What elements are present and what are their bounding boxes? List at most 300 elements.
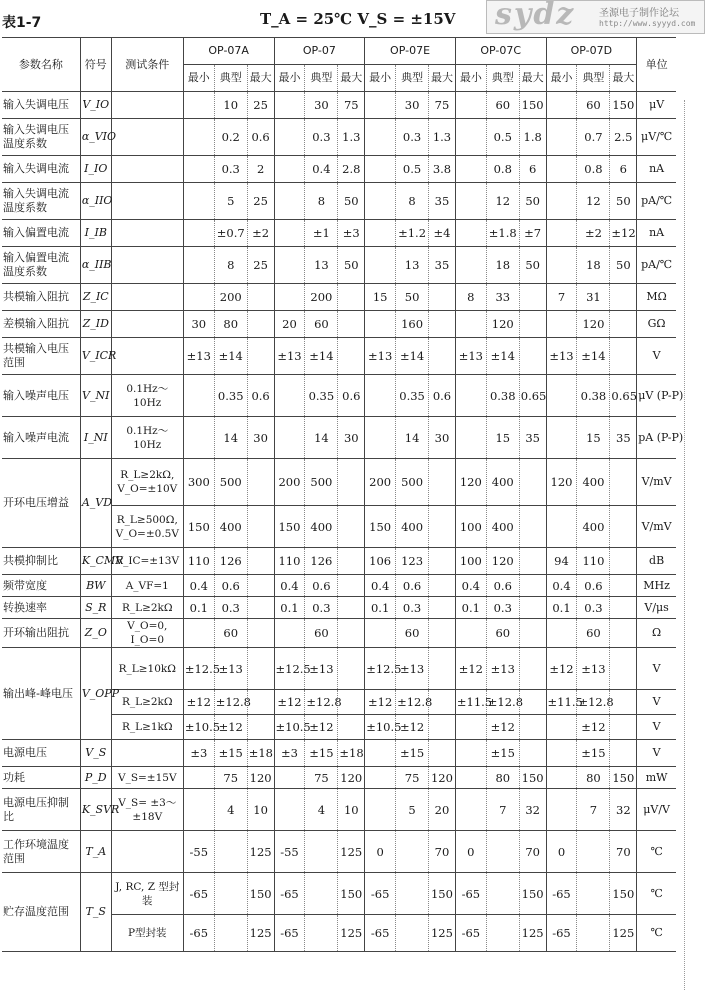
value-cell: ±13 [274,338,305,375]
value-cell: 5 [396,789,429,831]
value-cell: ±12 [546,648,577,690]
param-symbol: Z_ID [80,311,111,338]
unit-cell: μV/℃ [637,119,676,156]
value-cell: 20 [274,311,305,338]
value-cell [610,690,637,715]
value-cell: 35 [429,247,456,284]
value-cell: ±10.5 [274,715,305,740]
value-cell [338,575,365,597]
value-cell: 0.6 [486,575,519,597]
value-cell [429,619,456,648]
value-cell: ±3 [338,220,365,247]
value-cell [338,459,365,506]
value-cell: 3.8 [429,156,456,183]
value-cell: ±12 [396,715,429,740]
value-cell [610,506,637,548]
subheader-min: 最小 [274,65,305,92]
param-name: 电源电压 [2,740,80,767]
value-cell: 120 [486,548,519,575]
value-cell [247,459,274,506]
value-cell: 50 [610,183,637,220]
value-cell: 0.65 [610,375,637,417]
value-cell: 120 [429,767,456,789]
value-cell: ±12.5 [183,648,214,690]
param-symbol: I_IO [80,156,111,183]
param-symbol: P_D [80,767,111,789]
table-row [2,375,676,417]
value-cell: 0.8 [486,156,519,183]
value-cell: 125 [429,915,456,952]
value-cell: 15 [577,417,610,459]
value-cell: ±10.5 [183,715,214,740]
value-cell [338,715,365,740]
value-cell [455,619,486,648]
value-cell: 110 [274,548,305,575]
value-cell [519,284,546,311]
value-cell: 0.6 [305,575,338,597]
param-symbol: V_OPP [80,648,111,740]
unit-cell: V [637,690,676,715]
value-cell: 0.6 [247,375,274,417]
value-cell: 30 [247,417,274,459]
value-cell: 14 [396,417,429,459]
value-cell [519,548,546,575]
value-cell [455,767,486,789]
value-cell: 125 [519,915,546,952]
subheader-typ: 典型 [577,65,610,92]
table-row [2,220,676,247]
value-cell [274,247,305,284]
value-cell [338,284,365,311]
value-cell [429,548,456,575]
value-cell [247,597,274,619]
value-cell: -65 [365,873,396,915]
value-cell: 0.35 [214,375,247,417]
value-cell: 200 [274,459,305,506]
value-cell: 0.1 [365,597,396,619]
table-row [2,575,676,597]
value-cell [486,831,519,873]
value-cell [577,831,610,873]
unit-cell: MΩ [637,284,676,311]
value-cell [365,183,396,220]
value-cell: 14 [305,417,338,459]
value-cell: 0 [365,831,396,873]
value-cell [338,690,365,715]
unit-cell: GΩ [637,311,676,338]
value-cell: 0.3 [486,597,519,619]
value-cell: ±13 [365,338,396,375]
value-cell: -65 [274,915,305,952]
value-cell: 7 [546,284,577,311]
param-name: 输入噪声电压 [2,375,80,417]
value-cell: ±14 [214,338,247,375]
value-cell: 150 [610,767,637,789]
table-row [2,648,676,690]
value-cell: 150 [519,767,546,789]
value-cell: ±12.5 [365,648,396,690]
param-name: 开环输出阻抗 [2,619,80,648]
value-cell [546,789,577,831]
value-cell: 20 [429,789,456,831]
value-cell: 30 [396,92,429,119]
value-cell [519,619,546,648]
value-cell: 125 [610,915,637,952]
table-row [2,459,676,506]
param-symbol: α_VIO [80,119,111,156]
value-cell: 50 [338,247,365,284]
unit-cell: ℃ [637,873,676,915]
value-cell: 70 [610,831,637,873]
value-cell: 0.3 [214,597,247,619]
value-cell [546,767,577,789]
value-cell: ±18 [338,740,365,767]
param-name: 差模输入阻抗 [2,311,80,338]
value-cell [274,183,305,220]
value-cell [247,311,274,338]
value-cell [183,375,214,417]
value-cell [519,597,546,619]
value-cell: ±12 [486,715,519,740]
value-cell: 75 [429,92,456,119]
param-name: 频带宽度 [2,575,80,597]
value-cell [429,575,456,597]
value-cell: 18 [577,247,610,284]
value-cell: 0.5 [396,156,429,183]
test-condition: J, RC, Z 型封装 [111,873,183,915]
watermark-logo: sydz [495,0,576,32]
value-cell: 7 [486,789,519,831]
value-cell [486,915,519,952]
header-group-op07d: OP-07D [546,38,637,65]
table-row [2,597,676,619]
value-cell [610,619,637,648]
value-cell: ±14 [305,338,338,375]
value-cell: 500 [305,459,338,506]
value-cell: 0.1 [274,597,305,619]
value-cell [274,619,305,648]
value-cell: 50 [519,183,546,220]
value-cell [519,690,546,715]
value-cell [610,338,637,375]
value-cell: ±12 [274,690,305,715]
value-cell: 8 [396,183,429,220]
unit-cell: ℃ [637,915,676,952]
value-cell [274,119,305,156]
value-cell: 150 [247,873,274,915]
subheader-max: 最大 [429,65,456,92]
test-condition: 0.1Hz～10Hz [111,375,183,417]
param-symbol: V_IO [80,92,111,119]
value-cell [546,417,577,459]
test-condition [111,247,183,284]
param-symbol: T_A [80,831,111,873]
test-condition: V_S=±15V [111,767,183,789]
test-condition [111,220,183,247]
table-row [2,873,676,915]
value-cell: 75 [305,767,338,789]
value-cell [365,740,396,767]
value-cell [455,375,486,417]
value-cell: 94 [546,548,577,575]
unit-cell: V/mV [637,459,676,506]
value-cell [247,648,274,690]
value-cell: 100 [455,548,486,575]
value-cell [546,715,577,740]
value-cell [247,690,274,715]
subheader-min: 最小 [183,65,214,92]
value-cell [183,92,214,119]
value-cell: -65 [546,915,577,952]
value-cell: 110 [183,548,214,575]
subheader-typ: 典型 [214,65,247,92]
value-cell [455,156,486,183]
value-cell [455,740,486,767]
value-cell: 400 [577,459,610,506]
unit-cell: μV [637,92,676,119]
value-cell: ±1.8 [486,220,519,247]
value-cell [455,311,486,338]
value-cell: 200 [305,284,338,311]
value-cell [455,183,486,220]
value-cell: 400 [305,506,338,548]
page-edge-line [684,100,686,990]
value-cell: 125 [338,915,365,952]
subheader-max: 最大 [338,65,365,92]
param-symbol: α_IIB [80,247,111,284]
table-row [2,789,676,831]
value-cell: 0.6 [247,119,274,156]
value-cell [247,619,274,648]
value-cell [519,311,546,338]
test-condition: V_S= ±3～±18V [111,789,183,831]
value-cell: 0.4 [274,575,305,597]
value-cell [546,119,577,156]
value-cell: ±3 [183,740,214,767]
value-cell [247,715,274,740]
value-cell [546,740,577,767]
value-cell [610,311,637,338]
value-cell [247,548,274,575]
value-cell [610,575,637,597]
value-cell [247,506,274,548]
value-cell: ±15 [396,740,429,767]
header-test: 测试条件 [111,38,183,92]
value-cell: 60 [577,92,610,119]
value-cell: 150 [365,506,396,548]
unit-cell: mW [637,767,676,789]
value-cell [365,220,396,247]
value-cell: ±10.5 [365,715,396,740]
value-cell [577,873,610,915]
value-cell: ±12 [610,220,637,247]
subheader-max: 最大 [247,65,274,92]
value-cell [519,506,546,548]
param-name: 共模输入电压范围 [2,338,80,375]
param-name: 输入噪声电流 [2,417,80,459]
value-cell: 60 [396,619,429,648]
value-cell: -65 [274,873,305,915]
value-cell: -65 [455,873,486,915]
value-cell: 0.38 [577,375,610,417]
watermark-site-name: 圣源电子制作论坛 [599,8,679,19]
value-cell [365,417,396,459]
unit-cell: pA/℃ [637,247,676,284]
value-cell [183,417,214,459]
value-cell: 1.3 [429,119,456,156]
value-cell: 0.6 [429,375,456,417]
value-cell [577,915,610,952]
value-cell: -55 [274,831,305,873]
value-cell: ±14 [396,338,429,375]
value-cell [455,92,486,119]
param-symbol: A_VD [80,459,111,548]
value-cell [429,690,456,715]
value-cell: -65 [546,873,577,915]
table-row [2,284,676,311]
value-cell: ±18 [247,740,274,767]
value-cell [274,767,305,789]
table-row [2,338,676,375]
test-condition [111,311,183,338]
value-cell: ±3 [274,740,305,767]
test-condition [111,183,183,220]
value-cell: -65 [455,915,486,952]
value-cell [365,119,396,156]
test-condition: 0.1Hz～10Hz [111,417,183,459]
param-name: 输入失调电流 [2,156,80,183]
value-cell: 30 [305,92,338,119]
test-condition: R_L≥2kΩ [111,597,183,619]
value-cell [183,619,214,648]
value-cell: ±11.5 [546,690,577,715]
value-cell: ±4 [429,220,456,247]
value-cell: 4 [305,789,338,831]
value-cell: 14 [214,417,247,459]
value-cell: 25 [247,183,274,220]
param-name: 输出峰-峰电压 [2,648,80,740]
value-cell [274,375,305,417]
value-cell [274,284,305,311]
value-cell [338,311,365,338]
value-cell: ±13 [214,648,247,690]
value-cell: ±13 [546,338,577,375]
value-cell: ±12.5 [274,648,305,690]
param-name: 工作环境温度范围 [2,831,80,873]
value-cell: 150 [519,92,546,119]
value-cell [365,92,396,119]
value-cell: -65 [365,915,396,952]
value-cell: 120 [247,767,274,789]
param-symbol: S_R [80,597,111,619]
value-cell [546,375,577,417]
value-cell [455,715,486,740]
value-cell [214,915,247,952]
value-cell: 0.4 [305,156,338,183]
param-name: 输入偏置电流温度系数 [2,247,80,284]
value-cell [305,831,338,873]
value-cell: 30 [429,417,456,459]
test-condition [111,284,183,311]
value-cell [429,338,456,375]
value-cell: 400 [214,506,247,548]
value-cell: 70 [519,831,546,873]
value-cell [365,311,396,338]
value-cell [365,156,396,183]
value-cell [546,92,577,119]
param-symbol: V_NI [80,375,111,417]
value-cell: 12 [486,183,519,220]
value-cell [247,338,274,375]
value-cell: 0.35 [396,375,429,417]
table-row [2,247,676,284]
value-cell: ±2 [247,220,274,247]
value-cell: 8 [305,183,338,220]
value-cell: ±13 [486,648,519,690]
value-cell [396,873,429,915]
value-cell [338,506,365,548]
value-cell: 0.1 [183,597,214,619]
value-cell [365,375,396,417]
value-cell: 0.1 [546,597,577,619]
unit-cell: dB [637,548,676,575]
param-name: 输入偏置电流 [2,220,80,247]
value-cell: ±12 [305,715,338,740]
value-cell [338,338,365,375]
value-cell [214,831,247,873]
value-cell [338,597,365,619]
unit-cell: ℃ [637,831,676,873]
value-cell: 500 [214,459,247,506]
value-cell: 125 [247,915,274,952]
test-condition: R_L≥10kΩ [111,648,183,690]
value-cell: 150 [429,873,456,915]
param-symbol: K_CMR [80,548,111,575]
value-cell: 0.3 [305,119,338,156]
unit-cell: V [637,648,676,690]
value-cell: ±12 [214,715,247,740]
value-cell: 60 [486,92,519,119]
value-cell: 75 [396,767,429,789]
value-cell [338,619,365,648]
value-cell: 120 [546,459,577,506]
value-cell: 125 [338,831,365,873]
value-cell: 75 [214,767,247,789]
value-cell: 110 [577,548,610,575]
table-row [2,767,676,789]
value-cell: 126 [214,548,247,575]
value-cell [305,873,338,915]
value-cell [183,247,214,284]
value-cell: 50 [610,247,637,284]
value-cell [274,156,305,183]
value-cell [247,575,274,597]
value-cell [519,575,546,597]
value-cell [429,648,456,690]
value-cell: 150 [610,92,637,119]
value-cell: ±12 [183,690,214,715]
value-cell [546,506,577,548]
value-cell [610,740,637,767]
watermark [486,0,705,34]
value-cell: 30 [183,311,214,338]
value-cell [519,648,546,690]
value-cell [183,220,214,247]
value-cell: 8 [214,247,247,284]
value-cell: 35 [429,183,456,220]
value-cell: ±13 [396,648,429,690]
table-row [2,311,676,338]
